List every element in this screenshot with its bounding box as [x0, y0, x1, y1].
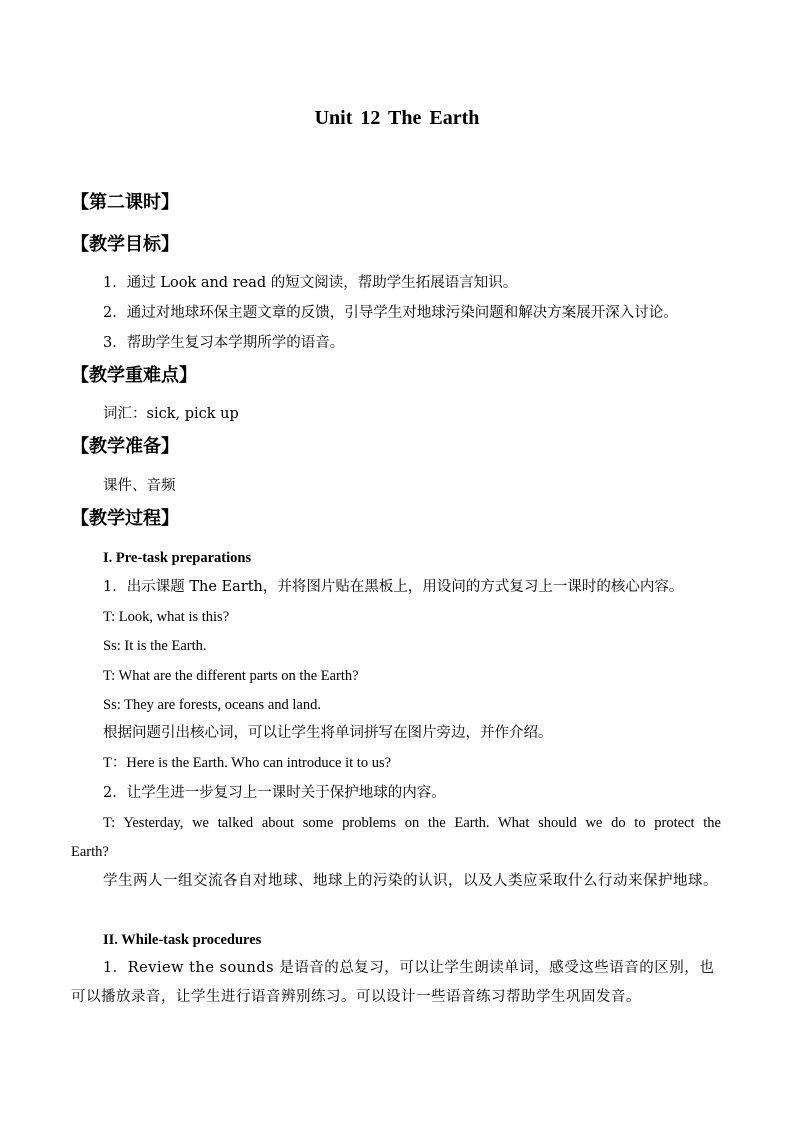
- pre-task-step-2: 2．让学生进一步复习上一课时关于保护地球的内容。: [103, 785, 446, 801]
- heading-lesson: 【第二课时】: [71, 192, 179, 213]
- objective-item: 2．通过对地球环保主题文章的反馈，引导学生对地球污染问题和解决方案展开深入讨论。: [103, 305, 678, 321]
- dialogue-line: Ss: It is the Earth.: [103, 638, 207, 654]
- pair-work-paragraph: 学生两人一组交流各自对地球、地球上的污染的认识，以及人类应采取什么行动来保护地球。: [103, 873, 718, 889]
- section-heading-pre-task: I. Pre-task preparations: [103, 550, 252, 566]
- pre-task-step-1: 1．出示课题 The Earth，并将图片贴在黑板上，用设问的方式复习上一课时的核心内容。: [103, 579, 684, 595]
- heading-key-points: 【教学重难点】: [71, 365, 197, 386]
- teacher-question: T: Yesterday, we talked about some problems on the Earth. What should we do to protect the Earth?: [71, 815, 721, 860]
- page-title: Unit 12 The Earth: [314, 107, 480, 129]
- preparation-text: 课件、音频: [103, 478, 176, 494]
- dialogue-line: Ss: They are forests, oceans and land.: [103, 697, 321, 713]
- teacher-line: T：Here is the Earth. Who can introduce it to us?: [103, 755, 392, 771]
- objective-item: 3．帮助学生复习本学期所学的语音。: [103, 335, 345, 351]
- heading-process: 【教学过程】: [71, 508, 179, 529]
- heading-objectives: 【教学目标】: [71, 234, 179, 255]
- key-points-text: 词汇：sick, pick up: [103, 406, 239, 422]
- pre-task-note: 根据问题引出核心词，可以让学生将单词拼写在图片旁边，并作介绍。: [103, 725, 553, 741]
- dialogue-line: T: Look, what is this?: [103, 609, 230, 625]
- dialogue-line: T: What are the different parts on the Earth?: [103, 668, 359, 684]
- section-heading-while-task: II. While-task procedures: [103, 932, 262, 948]
- while-task-step-1: 1．Review the sounds 是语音的总复习，可以让学生朗读单词，感受这些语音的区别，也可以播放录音，让学生进行语音辨别练习。可以设计一些语音练习帮助学生巩固发音。: [71, 960, 715, 1005]
- heading-preparation: 【教学准备】: [71, 436, 179, 457]
- objective-item: 1．通过 Look and read 的短文阅读，帮助学生拓展语言知识。: [103, 275, 518, 291]
